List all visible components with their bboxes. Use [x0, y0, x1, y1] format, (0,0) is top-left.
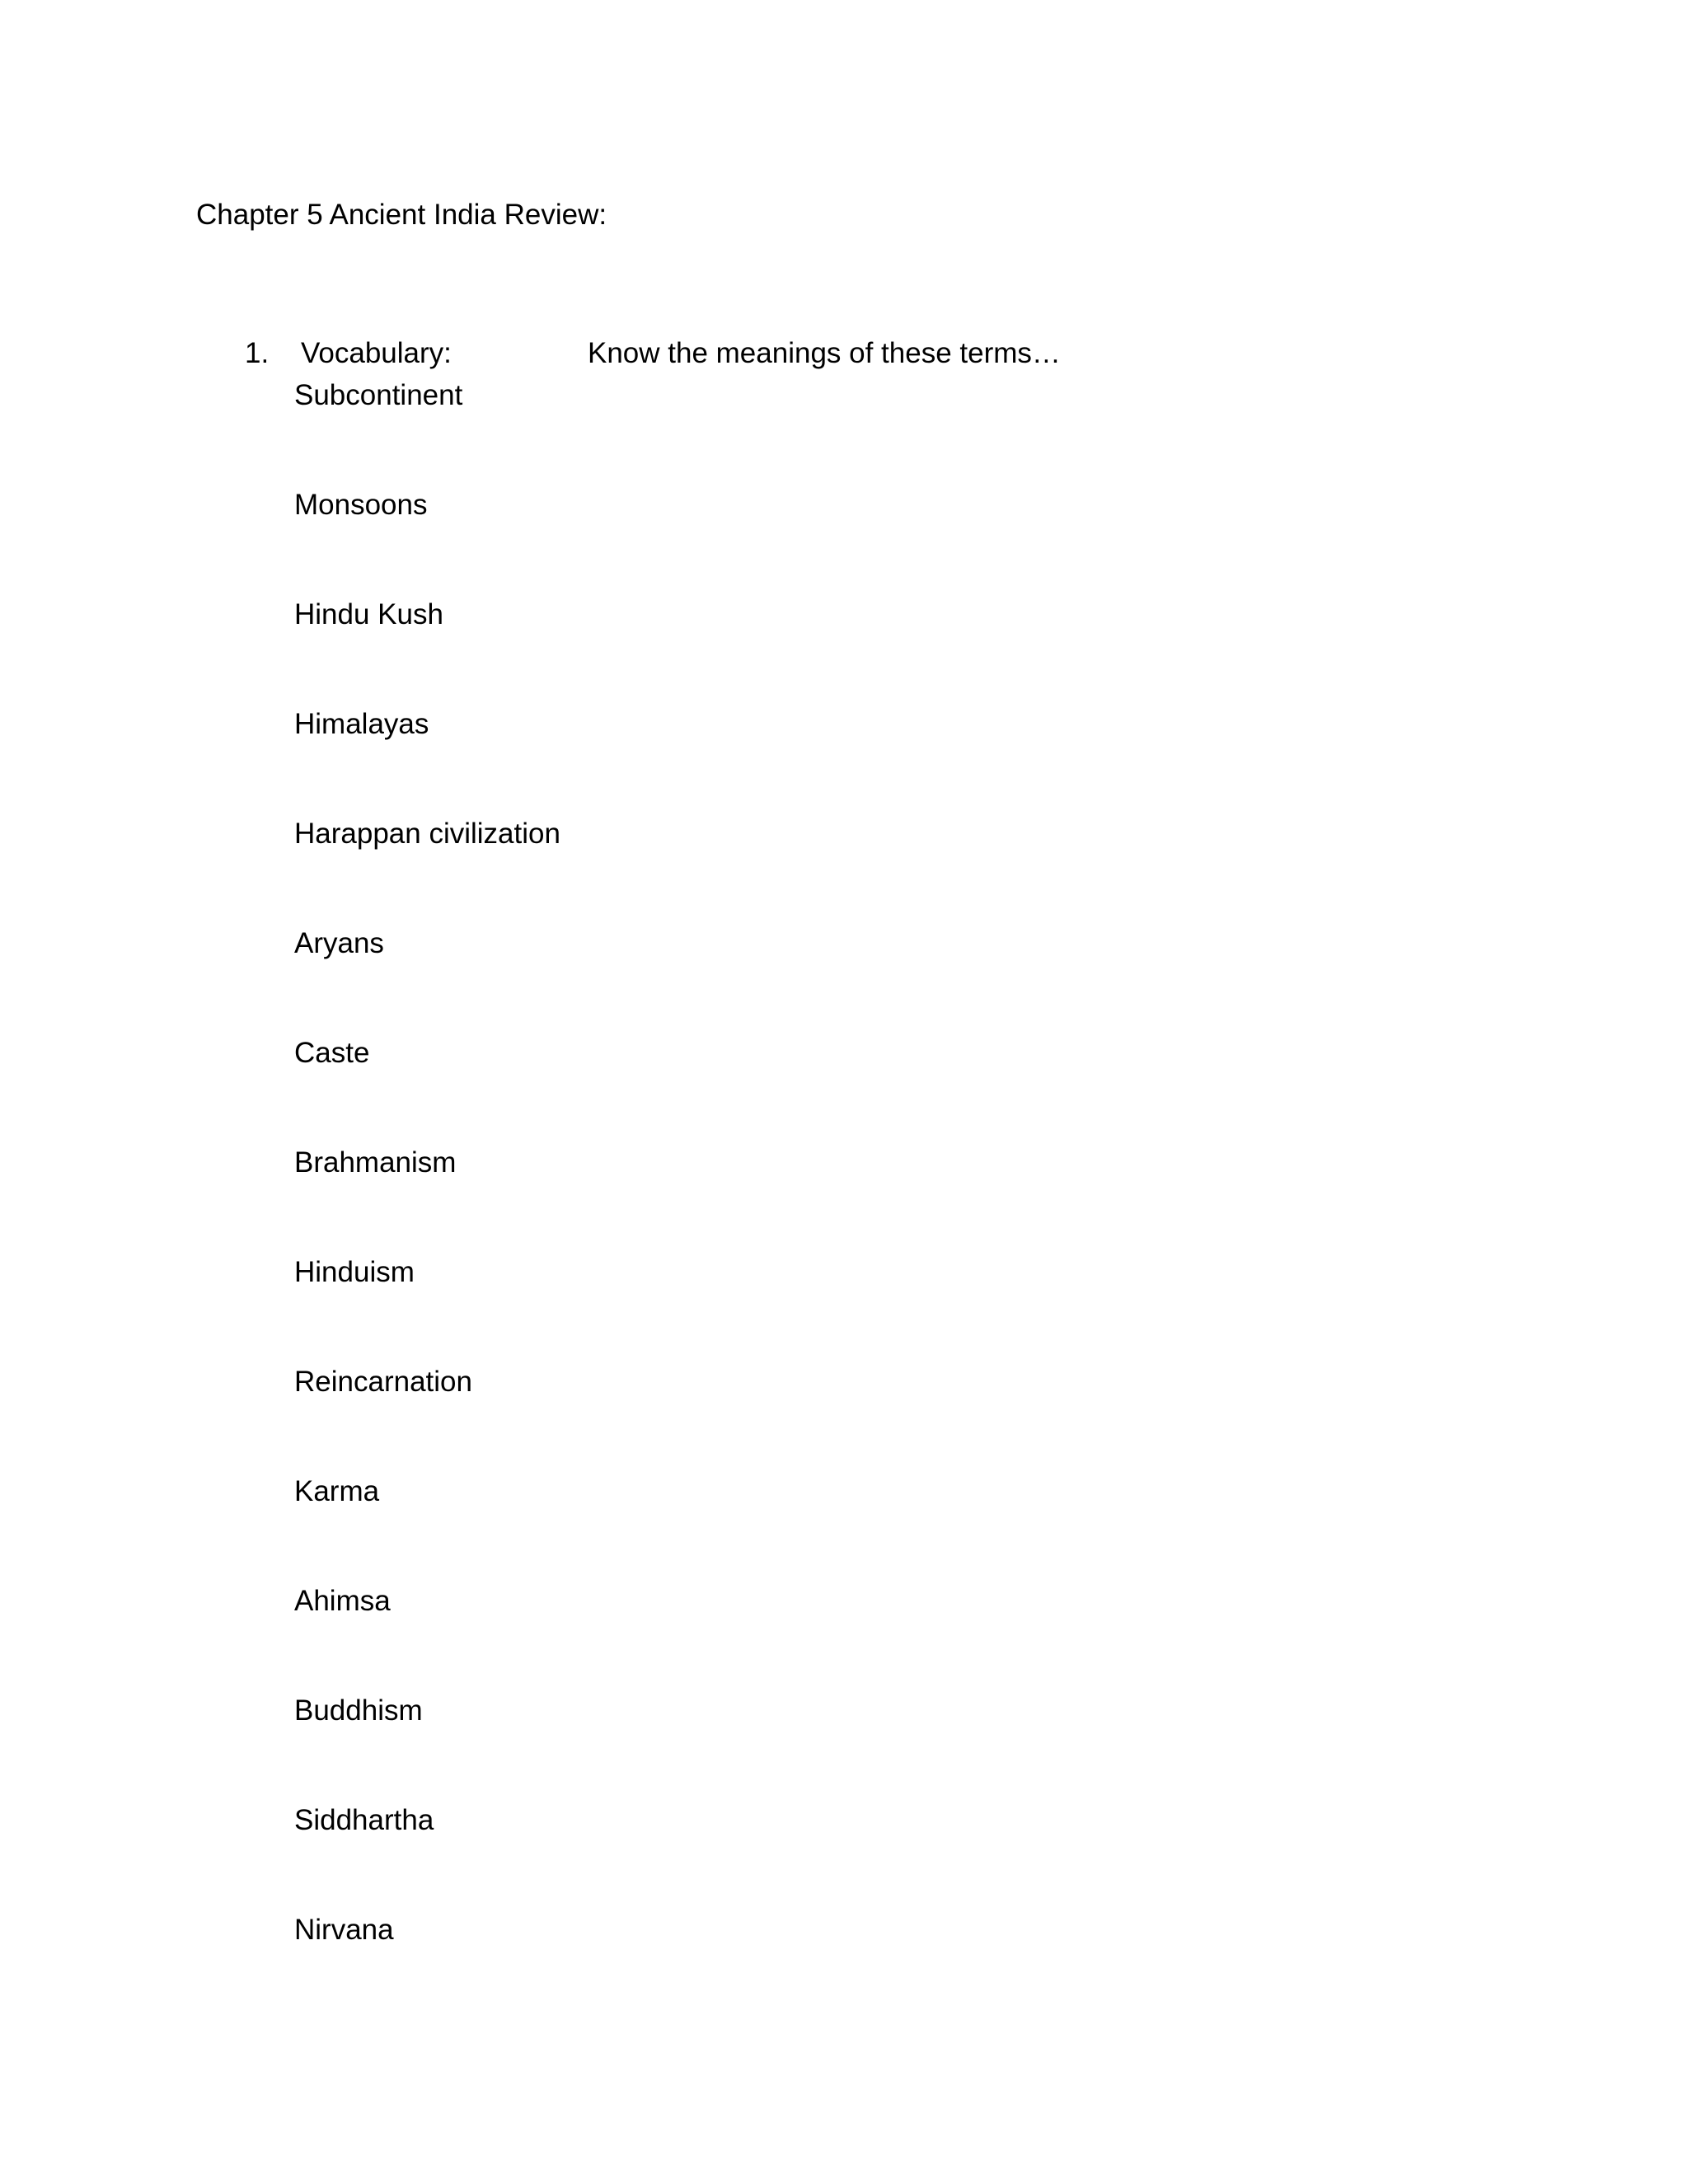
- vocabulary-term: Himalayas: [294, 708, 429, 740]
- vocabulary-term: Karma: [294, 1475, 380, 1507]
- vocabulary-term: Harappan civilization: [294, 818, 560, 850]
- page-title: Chapter 5 Ancient India Review:: [196, 199, 607, 231]
- section-instruction: Know the meanings of these terms…: [588, 337, 1061, 369]
- section-heading: Vocabulary:: [301, 337, 452, 369]
- vocabulary-term: Caste: [294, 1037, 370, 1069]
- vocabulary-term: Siddhartha: [294, 1804, 434, 1836]
- section-number: 1.: [245, 337, 270, 369]
- vocabulary-term: Nirvana: [294, 1914, 394, 1946]
- vocabulary-term: Brahmanism: [294, 1146, 457, 1179]
- vocabulary-term: Monsoons: [294, 489, 428, 521]
- vocabulary-term: Aryans: [294, 927, 384, 959]
- vocabulary-term: Ahimsa: [294, 1585, 391, 1617]
- vocabulary-term: Hindu Kush: [294, 598, 443, 630]
- vocabulary-term: Hinduism: [294, 1256, 415, 1288]
- vocabulary-term: Buddhism: [294, 1694, 423, 1727]
- vocabulary-term: Subcontinent: [294, 379, 463, 411]
- vocabulary-term: Reincarnation: [294, 1366, 472, 1398]
